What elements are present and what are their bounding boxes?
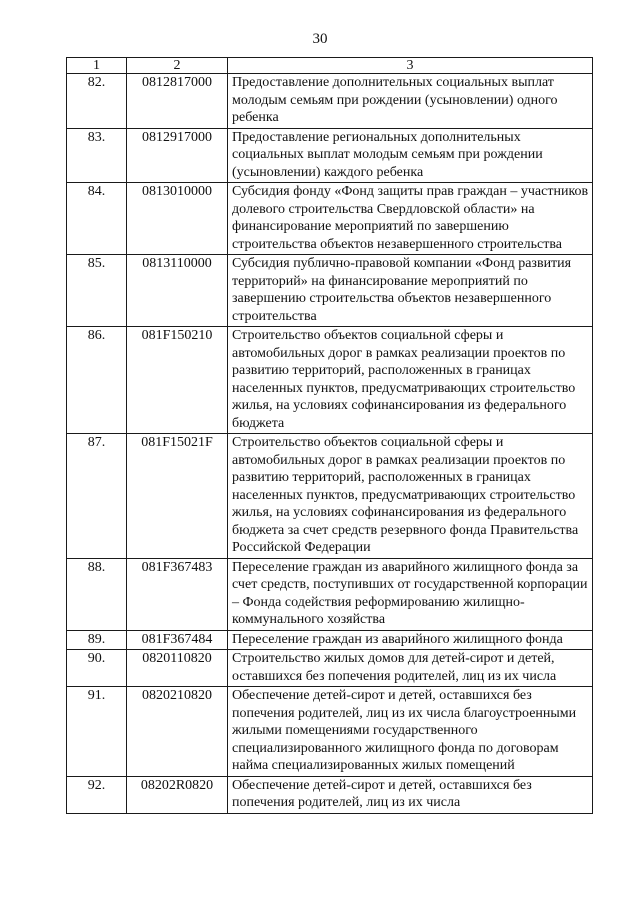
table-row [67, 327, 593, 434]
row-number: 87. [67, 434, 127, 559]
budget-code-table [66, 57, 593, 814]
column-header-number: 1 [67, 58, 127, 74]
row-code: 0812917000 [127, 128, 228, 183]
row-description: Строительство жилых домов для детей-сирот и детей, оставшихся без попечения родителей, лиц из их числа [228, 650, 593, 687]
row-number: 92. [67, 776, 127, 813]
table-row [67, 650, 593, 687]
row-description: Строительство объектов социальной сферы и автомобильных дорог в рамках реализации проектов по развитию территорий, расположенных в границах населенных пунктов, предусматривающих строительство жилья, на условиях софинансирования из федерального бюджета [228, 327, 593, 434]
row-code: 0820110820 [127, 650, 228, 687]
row-description: Переселение граждан из аварийного жилищного фонда за счет средств, поступивших от государственной корпорации – Фонда содействия реформированию жилищно-коммунального хозяйства [228, 558, 593, 630]
table-row [67, 255, 593, 327]
page-number: 30 [312, 31, 328, 47]
row-description: Субсидия публично-правовой компании «Фонд развития территорий» на финансирование мероприятий по завершению строительства объектов незавершенного строительства [228, 255, 593, 327]
row-code: 0813110000 [127, 255, 228, 327]
row-description: Обеспечение детей-сирот и детей, оставшихся без попечения родителей, лиц из их числа благоустроенными жилыми помещениями государственного специализированного жилищного фонда по договорам найма специализированных жилых помещений [228, 687, 593, 777]
row-description: Обеспечение детей-сирот и детей, оставшихся без попечения родителей, лиц из их числа [228, 776, 593, 813]
row-number: 91. [67, 687, 127, 777]
row-description: Предоставление региональных дополнительных социальных выплат молодым семьям при рождении (усыновлении) каждого ребенка [228, 128, 593, 183]
table-row [67, 434, 593, 559]
row-code: 081F150210 [127, 327, 228, 434]
row-code: 081F15021F [127, 434, 228, 559]
row-description: Предоставление дополнительных социальных выплат молодым семьям при рождении (усыновлении) одного ребенка [228, 74, 593, 129]
table-row [67, 74, 593, 129]
row-number: 88. [67, 558, 127, 630]
row-number: 90. [67, 650, 127, 687]
table-row [67, 630, 593, 650]
row-description: Субсидия фонду «Фонд защиты прав граждан – участников долевого строительства Свердловской области» на финансирование мероприятий по завершению строительства объектов незавершенного строительства [228, 183, 593, 255]
column-header-code: 2 [127, 58, 228, 74]
row-number: 86. [67, 327, 127, 434]
row-number: 82. [67, 74, 127, 129]
row-code: 081F367483 [127, 558, 228, 630]
table-row [67, 183, 593, 255]
row-code: 0812817000 [127, 74, 228, 129]
column-header-description: 3 [228, 58, 593, 74]
table-row [67, 558, 593, 630]
row-code: 08202R0820 [127, 776, 228, 813]
table-header-row [67, 58, 593, 74]
row-number: 83. [67, 128, 127, 183]
row-description: Переселение граждан из аварийного жилищного фонда [228, 630, 593, 650]
row-number: 85. [67, 255, 127, 327]
row-number: 89. [67, 630, 127, 650]
row-code: 081F367484 [127, 630, 228, 650]
row-code: 0820210820 [127, 687, 228, 777]
row-number: 84. [67, 183, 127, 255]
table-row [67, 687, 593, 777]
table-row [67, 776, 593, 813]
table-row [67, 128, 593, 183]
row-code: 0813010000 [127, 183, 228, 255]
row-description: Строительство объектов социальной сферы и автомобильных дорог в рамках реализации проектов по развитию территорий, расположенных в границах населенных пунктов, предусматривающих строительство жилья, на условиях софинансирования из федерального бюджета за счет средств резервного фонда Правительства Российской Федерации [228, 434, 593, 559]
